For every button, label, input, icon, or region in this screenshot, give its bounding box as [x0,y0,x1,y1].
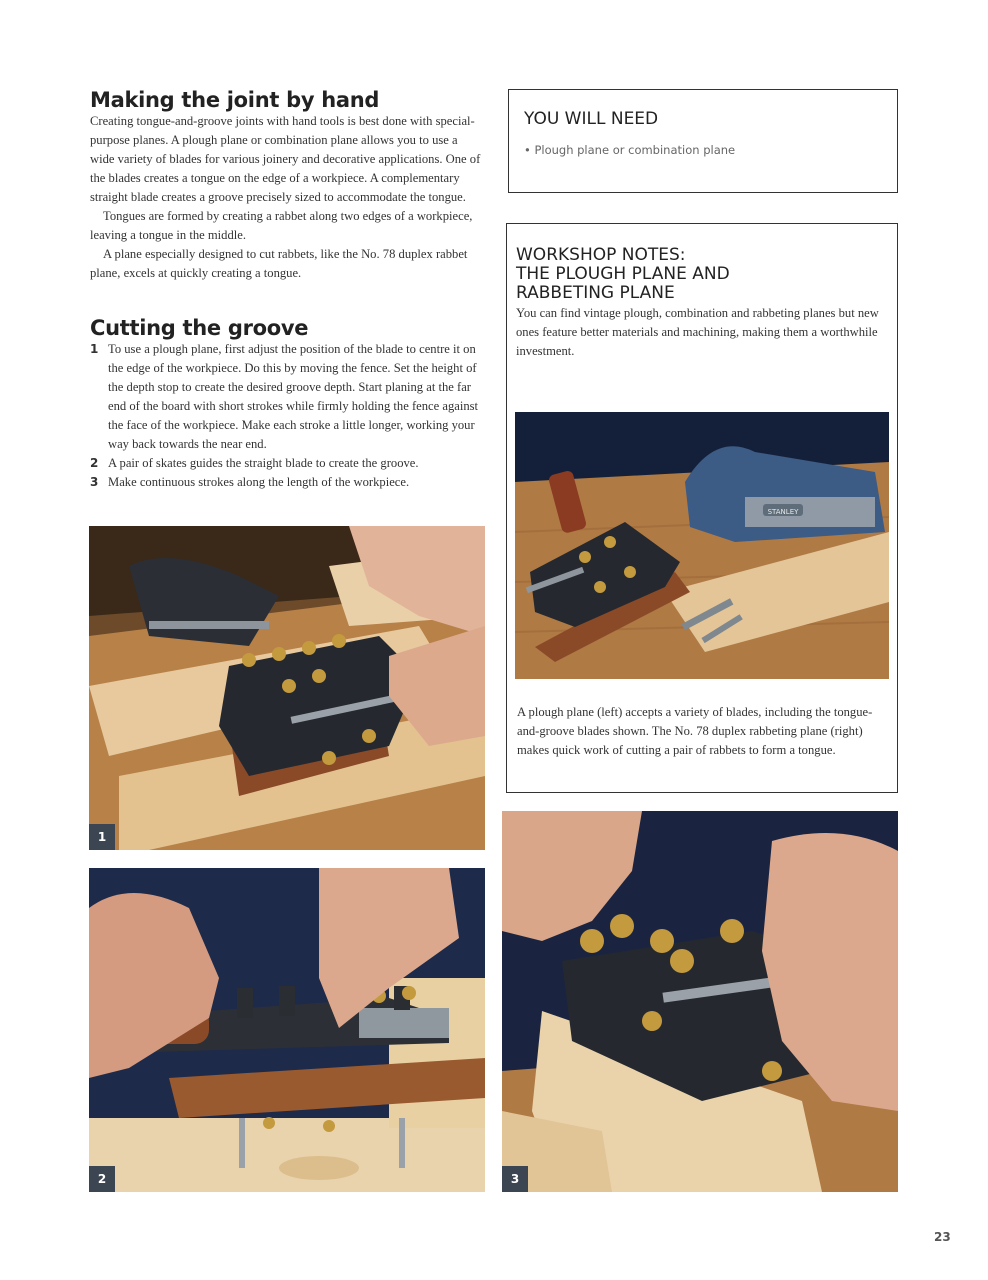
step-number: 2 [90,456,99,470]
notes-title-line: THE PLOUGH PLANE AND [516,264,730,284]
photo-number-badge: 2 [89,1166,115,1192]
paragraph: Creating tongue-and-groove joints with hand tools is best done with special-purpose planes. A plough plane or combination plane allows you to use a wide variety of blades for various joinery and decorative applications. One of the blades creates a tongue on the edge of a workpiece. A complementary straight blade creates a groove precisely sized to accommodate the tongue. [90,114,481,204]
paragraph: Tongues are formed by creating a rabbet along two edges of a workpiece, leaving a tongue in the middle. [90,209,473,242]
photo-2 [89,868,485,1192]
planes-photo [515,412,889,679]
step-text: A pair of skates guides the straight blade to create the groove. [108,456,419,470]
stanley-label: STANLEY [767,508,799,516]
step-item [90,454,482,473]
section-heading-cutting-groove: Cutting the groove [90,316,309,340]
photo-caption: A plough plane (left) accepts a variety of blades, including the tongue-and-groove blades shown. The No. 78 duplex rabbeting plane (right) makes quick work of cutting a pair of rabbets to form a tongue. [517,705,873,757]
section-making-joint [90,88,482,283]
page-number: 23 [934,1230,951,1244]
paragraph: A plane especially designed to cut rabbets, like the No. 78 duplex rabbet plane, excels at quickly creating a tongue. [90,247,468,280]
step-item [90,473,482,492]
step-item [90,340,482,454]
photo-number-badge: 3 [502,1166,528,1192]
step-number: 1 [90,342,99,356]
section-cutting-groove [90,316,482,492]
notes-title-line: WORKSHOP NOTES: [516,245,686,265]
step-number: 3 [90,475,99,489]
step-text: To use a plough plane, first adjust the position of the blade to centre it on the edge of the workpiece. Do this by moving the fence. Set the height of the depth stop to create the desired groove depth. Start planing at the far end of the board with short strokes while firmly holding the fence against the face of the workpiece. Make each stroke a little longer, working your way back towards the near end. [108,342,479,451]
section-heading-making-joint: Making the joint by hand [90,88,380,112]
steps-list [90,340,482,492]
photo-number-badge: 1 [89,824,115,850]
workshop-notes-box [506,223,898,793]
notes-text: You can find vintage plough, combination and rabbeting planes but new ones feature better materials and machining, making them a worthwhile investment. [516,306,879,358]
notes-title-line: RABBETING PLANE [516,283,675,303]
step-text: Make continuous strokes along the length of the workpiece. [108,475,410,489]
need-item: • Plough plane or combination plane [524,143,736,157]
photo-3 [502,811,898,1192]
photo-1 [89,526,485,850]
you-will-need-box [508,89,898,193]
you-will-need-title: YOU WILL NEED [524,109,659,129]
